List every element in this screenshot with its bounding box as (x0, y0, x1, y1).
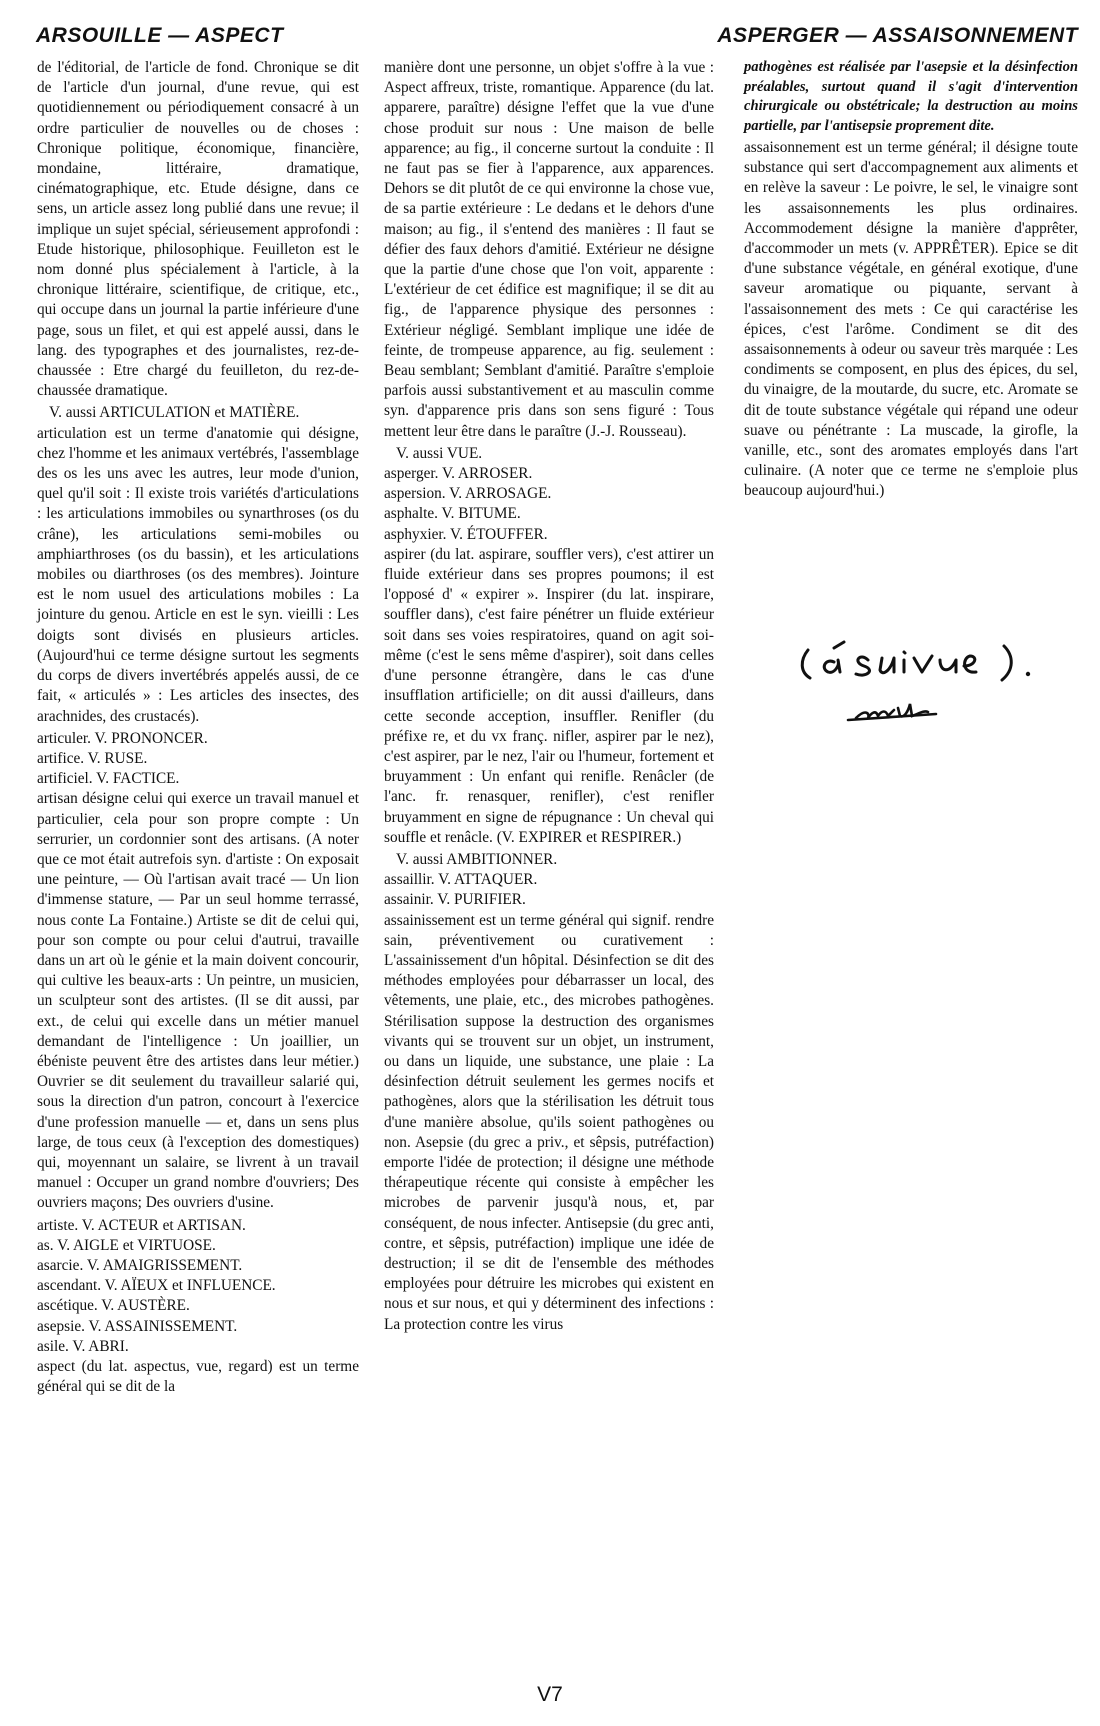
cross-reference: V. aussi AMBITIONNER. (396, 850, 558, 868)
entry-asarcie: asarcie. V. AMAIGRISSEMENT. (37, 1256, 243, 1274)
page-number: V7 (537, 1683, 563, 1706)
entry-aspect-continued: manière dont une personne, un objet s'offre à la vue : Aspect affreux, triste, romantique. Apparence (du lat. apparere, paraître) désigne l'effet que la vue d'une chose produit sur nous : Une maison de belle apparence; au fig., il concerne surtout la conduite : Il ne faut pas se fier à l'apparence, aux apparences. Dehors se dit plutôt de ce qui environne la chose vue, de sa partie extérieure : Le dedans et le dehors d'une maison; au fig., il s'entend des manières : Il faut se défier des faux dehors d'amitié. Extérieur ne désigne que la partie d'une chose que l'on voit, apparente : L'extérieur de cet édifice est magnifique; il se dit au fig., de l'apparence physique des personnes : Extérieur négligé. Semblant implique une idée de feinte, de trompeuse apparence, au fig. seulement : Beau semblant; Semblant d'amitié. Paraître s'emploie parfois aussi substantivement et au masculin comme syn. d'apparence pris dans son sens figuré : Tous mettent leur être dans le paraître (J.-J. Rousseau). (384, 59, 714, 440)
letter-s-stroke (856, 657, 869, 675)
entry-as: as. V. AIGLE et VIRTUOSE. (37, 1236, 216, 1254)
letter-u-stroke (880, 658, 894, 673)
column-1 (37, 58, 359, 1399)
letter-i-stroke (904, 652, 905, 672)
cross-reference: V. aussi ARTICULATION et MATIÈRE. (49, 404, 300, 422)
entry-paragraph: de l'éditorial, de l'article de fond. Chronique se dit de l'article d'un journal, d'une revue, qui est quotidiennement ou périodiquement consacré à un ordre particulier de nouvelles ou de choses : Chronique politique, économique, financière, mondaine, littéraire, dramatique, cinématographique, etc. Etude désigne, dans ce sens, un article assez long publié dans une revue; il implique un sujet spécial, sérieusement approfondi : Etude historique, philosophique. Feuilleton est le nom donné plus spécialement à l'article, à la chronique littéraire, scientifique, de critique, etc., qui occupe dans un journal la partie inférieure d'une page, sous un filet, et qui est appelé aussi, dans le lang. des typographes et des journalistes, rez-de-chaussée : Etre chargé du feuilleton, du rez-de-chaussée dramatique. (37, 59, 359, 400)
period-dot (1026, 672, 1030, 676)
open-paren-stroke (802, 650, 810, 678)
entry-asperger: asperger. V. ARROSER. (384, 465, 533, 483)
running-head (36, 24, 1078, 54)
entry-artiste: artiste. V. ACTEUR et ARTISAN. (37, 1216, 246, 1234)
running-head-right: ASPERGER — ASSAISONNEMENT (717, 24, 1078, 47)
column-2 (384, 58, 714, 1337)
entry-aspirer: aspirer (du lat. aspirare, souffler vers), c'est attirer un fluide extérieur dans ses propres poumons; il est l'opposé d' « expirer ». Inspirer (du lat. inspirare, souffler dans), c'est faire pénétrer un fluide extérieur soit dans ses voies respiratoires, quand on agit soi-même (c'est le sens même d'aspirer), soit dans celles d'une personne étrangère, dans le cas d'une insufflation artificielle; on dit aussi d'ailleurs, dans cette seconde acception, insuffler. Renifler (du préfixe re, et du vx franç. nifler, aspirer par le nez), c'est aspirer, par le nez, l'air ou l'humeur, fortement et bruyamment : Un enfant qui renifle. Renâcler (de l'anc. fr. renasquer, renifler), c'est renifler bruyamment en signe de répugnance : Un cheval qui souffle et renâcle. (V. EXPIRER et RESPIRER.) (384, 545, 714, 846)
column-3 (744, 58, 1078, 504)
entry-artisan: artisan désigne celui qui exerce un travail manuel et particulier, cela pour son propre compte : Un serrurier, un cordonnier sont des artisans. (A noter que ce mot était autrefois syn. d'artiste : On exposait une peinture, — Où l'artisan avait tracé — Un lion d'immense stature, — Par un seul homme terrassé, nous conte La Fontaine.) Artiste se dit de celui qui, pour son compte ou pour celui d'autrui, travaille dans un art où le génie et la main doivent concourir, qui cultive les beaux-arts : Un peintre, un musicien, un sculpteur sont des artistes. (Il se dit aussi, par ext., de celui qui excelle dans un métier manuel demandant de l'intelligence : Un joaillier, un ébéniste peuvent être des artistes dans leur métier.) Ouvrier se dit seulement du travailleur salarié qui, sous la direction d'un patron, concourt à l'exercice d'une profession manuelle — et, dans un sens plus large, de tous ceux (à l'exception des domestiques) qui, moyennant un salaire, se livrent à un travail manuel : Occuper un grand nombre d'ouvriers; Des ouvriers maçons; Des ouvriers d'usine. (37, 790, 359, 1212)
letter-a-stroke (824, 660, 840, 672)
entry-assainissement-continued: pathogènes est réalisée par l'asepsie et la désinfection préalables, surtout quand il s'agit d'intervention chirurgicale ou obstétricale; la destruction au moins partielle, par l'antisepsie proprement dite. (744, 59, 1078, 134)
entry-assainir: assainir. V. PURIFIER. (384, 891, 526, 909)
entry-asphalte: asphalte. V. BITUME. (384, 505, 521, 523)
entry-aspect: aspect (du lat. aspectus, vue, regard) est un terme général qui se dit de la (37, 1358, 359, 1396)
entry-artifice: artifice. V. RUSE. (37, 749, 148, 767)
accent-stroke (834, 642, 844, 648)
entry-asepsie: asepsie. V. ASSAINISSEMENT. (37, 1317, 238, 1335)
entry-assaisonnement: assaisonnement est un terme général; il désigne toute substance qui sert d'accompagnement aux aliments et en relève la saveur : Le poivre, le sel, le vinaigre sont les assaisonnements les plus ordinaires. Accommodement désigne la manière d'apprêter, d'accommoder un mets (v. APPRÊTER). Epice se dit d'une substance végétale, en général exotique, d'une saveur aromatique ou piquante, servant à l'assaisonnement des mets : Ce qui caractérise les épices, c'est l'arôme. Condiment se dit des assaisonnements à odeur ou saveur très marquée : Les condiments se composent, en plus des épices, du sel, du vinaigre, de la moutarde, du sucre, etc. Aromate se dit de toute substance végétale qui répand une odeur suave ou pénétrante : La muscade, la girofle, la vanille, etc., sont des aromates employés dans l'art culinaire. (A noter que ce terme ne s'emploie plus beaucoup aujourd'hui.) (744, 139, 1078, 500)
entry-articulation: articulation est un terme d'anatomie qui désigne, chez l'homme et les animaux vertébrés, l'assemblage des os les uns avec les autres, leur mode d'union, quel qu'il soit : Il existe trois variétés d'articulations : les articulations immobiles ou synarthroses (os du crâne), les articulations semi-mobiles ou amphiarthroses (os du bassin), et les articulations mobiles ou diarthroses (os des membres). Jointure est le nom usuel des articulations mobiles : La jointure du genou. Article en est le syn. vieilli : Les doigts sont divisés en plusieurs articles. (Aujourd'hui ce terme désigne surtout les segments du corps de divers invertébrés appelés aussi, de ce fait, « articulés » : Les articles des insectes, des arachnides, des crustacés). (37, 424, 359, 725)
entry-artificiel: artificiel. V. FACTICE. (37, 770, 180, 788)
close-paren-stroke (1002, 646, 1011, 680)
letter-r-stroke (940, 660, 956, 672)
handwritten-annotation (790, 622, 1090, 732)
entry-aspersion: aspersion. V. ARROSAGE. (384, 485, 552, 503)
entry-ascendant: ascendant. V. AÏEUX et INFLUENCE. (37, 1277, 276, 1295)
entry-asphyxier: asphyxier. V. ÉTOUFFER. (384, 525, 548, 543)
entry-assainissement: assainissement est un terme général qui signif. rendre sain, préventivement ou curativement : L'assainissement d'un hôpital. Désinfection se dit des méthodes employées pour débarrasser un local, des vêtements, une plaie, etc., des microbes pathogènes. Stérilisation suppose la destruction des organismes vivants qui se trouvent sur un objet, un instrument, ou dans un liquide, une substance, une plaie : La désinfection détruit seulement les germes nocifs et pathogènes, alors que la stérilisation les détruit tous d'une manière absolue, qu'ils soient pathogènes ou non. Asepsie (du grec a priv., et sêpsis, putréfaction) emporte l'idée de protection; il désigne une méthode thérapeutique récente qui consiste à empêcher les microbes de parvenir jusqu'à nous, et, par conséquent, de nous infecter. Antisepsie (du grec anti, contre, et sêpsis, putréfaction) implique une idée de destruction; il se dit de l'ensemble des méthodes employées pour détruire les microbes qui existent en nous et sur nous, et qui y déterminent des infections : La protection contre les virus (384, 911, 714, 1333)
entry-ascetique: ascétique. V. AUSTÈRE. (37, 1297, 190, 1315)
running-head-left: ARSOUILLE — ASPECT (36, 24, 284, 47)
cross-reference: V. aussi VUE. (396, 444, 483, 462)
letter-v-stroke (914, 656, 932, 672)
entry-asile: asile. V. ABRI. (37, 1337, 129, 1355)
entry-assaillir: assaillir. V. ATTAQUER. (384, 871, 538, 889)
letter-e-stroke (964, 656, 976, 672)
entry-articuler: articuler. V. PRONONCER. (37, 729, 208, 747)
